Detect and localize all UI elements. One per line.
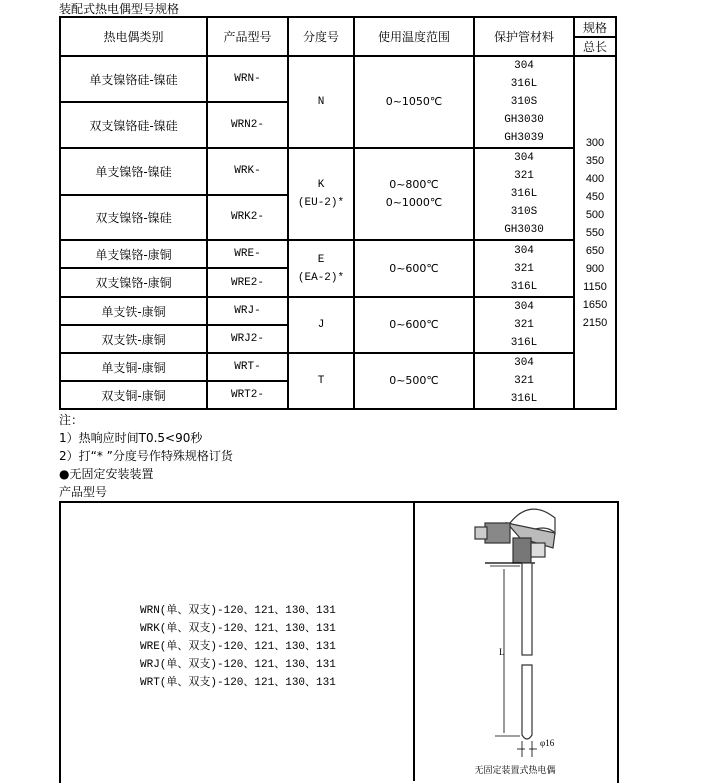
length-value: 450 [585, 191, 605, 203]
type-cell: 单支镍铬硅-镍硅 [60, 56, 207, 102]
material-value: 321 [514, 170, 534, 182]
header-model: 产品型号 [207, 17, 288, 56]
dimension-label: L [499, 647, 505, 657]
material-value: 304 [514, 301, 534, 313]
material-cell [474, 240, 574, 297]
section-heading: ●无固定安装装置 [59, 467, 154, 481]
header-temp-range: 使用温度范围 [354, 17, 474, 56]
material-value: 316L [510, 78, 538, 90]
graduation-value: K [317, 179, 325, 191]
graduation-cell [288, 297, 354, 353]
model-heading: 产品型号 [59, 485, 108, 499]
material-value: GH3030 [504, 114, 544, 126]
material-value: 321 [514, 319, 534, 331]
thermocouple-diagram [415, 503, 615, 777]
graduation-value: (EA-2)* [297, 271, 345, 284]
temp-range-value: 0~600℃ [389, 261, 439, 275]
length-value: 1650 [582, 299, 608, 311]
temp-range-value: 0~1000℃ [385, 196, 443, 209]
type-cell: 双支镍铬-康铜 [60, 268, 207, 297]
model-cell: WRK- [207, 148, 288, 195]
material-value: 304 [514, 244, 534, 257]
length-value: 900 [585, 263, 605, 275]
model-cell: WRE- [207, 240, 288, 268]
material-cell [474, 353, 574, 409]
material-value: 304 [514, 152, 534, 164]
header-type: 热电偶类别 [60, 17, 207, 56]
material-value: GH3030 [504, 224, 544, 236]
material-cell [474, 297, 574, 353]
length-value: 1150 [583, 281, 607, 293]
length-value: 550 [585, 227, 605, 239]
header-total-length: 总长 [574, 37, 616, 56]
header-graduation: 分度号 [288, 17, 354, 56]
temp-range-value: 0~1050℃ [385, 95, 443, 108]
material-value: 310S [510, 96, 538, 108]
model-cell: WRJ- [207, 297, 288, 325]
model-cell: WRN- [207, 56, 288, 102]
diagram-caption: 无固定装置式热电偶 [474, 766, 556, 776]
table-row [60, 297, 616, 325]
model-cell: WRK2- [207, 195, 288, 241]
material-cell [474, 148, 574, 240]
model-cell: WRE2- [207, 268, 288, 297]
page-title: 装配式热电偶型号规格 [59, 2, 180, 16]
probe-tube [522, 563, 532, 739]
temp-range-value: 0~800℃ [389, 178, 439, 191]
junction-box-icon [475, 509, 555, 563]
graduation-value: J [317, 319, 325, 331]
type-cell: 单支镍铬-镍硅 [60, 148, 207, 195]
length-value: 500 [585, 209, 605, 221]
note-1: 1）热响应时间T0.5<90秒 [59, 431, 203, 445]
table-row [60, 240, 616, 268]
graduation-value: E [317, 253, 325, 266]
spec-table [59, 16, 617, 410]
table-row [60, 353, 616, 381]
graduation-value: T [317, 375, 325, 387]
material-value: 321 [514, 375, 534, 387]
material-value: 316L [510, 393, 538, 405]
model-line: WRT(单、双支)-120、121、130、131 [140, 677, 336, 689]
temp-range-cell [354, 240, 474, 297]
model-line: WRE(单、双支)-120、121、130、131 [140, 641, 336, 653]
material-value: 310S [510, 206, 538, 218]
temp-range-value: 0~600℃ [389, 318, 439, 331]
type-cell: 双支铜-康铜 [60, 381, 207, 409]
model-cell: WRJ2- [207, 325, 288, 353]
model-line: WRN(单、双支)-120、121、130、131 [140, 605, 336, 617]
temp-range-cell [354, 353, 474, 409]
model-cell: WRN2- [207, 102, 288, 148]
header-material: 保护管材料 [474, 17, 574, 56]
type-cell: 双支铁-康铜 [60, 325, 207, 353]
material-value: 316L [510, 188, 538, 200]
material-value: 316L [510, 280, 538, 293]
type-cell: 双支镍铬-镍硅 [60, 195, 207, 241]
material-cell [474, 56, 574, 148]
model-cell: WRT- [207, 353, 288, 381]
type-cell: 单支铜-康铜 [60, 353, 207, 381]
length-value: 2150 [582, 317, 608, 329]
diameter-label: φ16 [540, 738, 555, 748]
model-cell: WRT2- [207, 381, 288, 409]
graduation-value: (EU-2)* [297, 197, 345, 209]
temp-range-value: 0~500℃ [389, 374, 439, 387]
length-value: 350 [585, 155, 605, 167]
length-value: 300 [585, 137, 605, 149]
graduation-value: N [317, 96, 325, 108]
type-cell: 双支镍铬硅-镍硅 [60, 102, 207, 148]
temp-range-cell [354, 148, 474, 240]
material-value: 316L [510, 337, 538, 349]
length-value: 650 [585, 245, 605, 257]
notes-heading: 注： [59, 413, 84, 427]
model-line: WRJ(单、双支)-120、121、130、131 [140, 659, 336, 671]
material-value: 321 [514, 262, 534, 275]
graduation-cell [288, 148, 354, 240]
length-cell [574, 56, 616, 409]
graduation-cell [288, 56, 354, 148]
temp-range-cell [354, 56, 474, 148]
material-value: 304 [514, 60, 534, 72]
table-row [60, 56, 616, 102]
type-cell: 单支镍铬-康铜 [60, 240, 207, 268]
graduation-cell [288, 240, 354, 297]
graduation-cell [288, 353, 354, 409]
material-value: 304 [514, 357, 534, 369]
table-row [60, 148, 616, 195]
type-cell: 单支铁-康铜 [60, 297, 207, 325]
temp-range-cell [354, 297, 474, 353]
material-value: GH3039 [504, 132, 544, 144]
header-spec: 规格 [574, 17, 616, 37]
model-line: WRK(单、双支)-120、121、130、131 [140, 623, 336, 635]
length-value: 400 [585, 173, 605, 185]
note-2: 2）打“* ”分度号作特殊规格订货 [59, 449, 233, 463]
